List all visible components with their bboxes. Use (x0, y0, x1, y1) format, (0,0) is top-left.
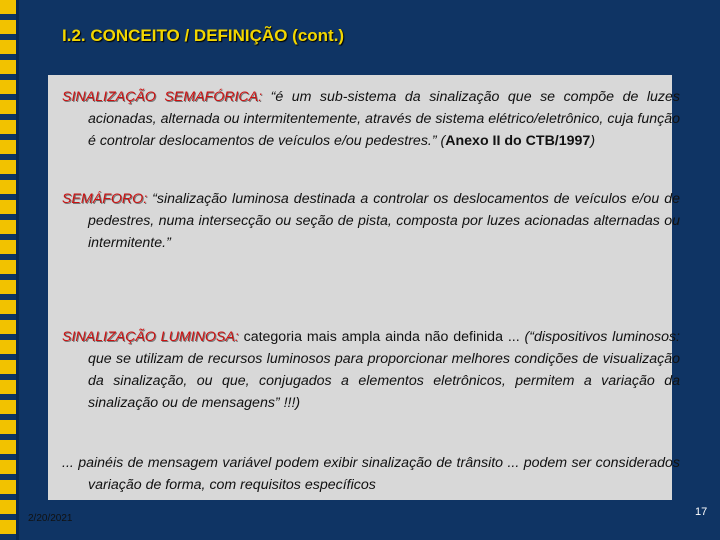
term-semaforo: SEMÁFORO: (62, 191, 148, 207)
closing-paren: ) (590, 133, 596, 149)
term-sinalizacao-semaforica: SINALIZAÇÃO SEMAFÓRICA: (62, 89, 263, 105)
footer-date: 2/20/2021 (28, 513, 73, 524)
stripe-shadow (16, 0, 19, 540)
slide-title: I.2. CONCEITO / DEFINIÇÃO (cont.) (62, 26, 345, 45)
reference-ctb: Anexo II do CTB/1997 (445, 133, 591, 149)
note-paineis-mensagem: ... painéis de mensagem variável podem exibir sinalização de trânsito ... podem ser considerados variação de forma, com requisitos específicos (62, 455, 680, 493)
term-sinalizacao-luminosa: SINALIZAÇÃO LUMINOSA: (62, 329, 239, 345)
definition-quote: (“dispositivos luminosos: que se utilizam de recursos luminosos para proporcionar melhores condições de visualização da sinalização, ou que, conjugados a elementos eletrônicos, permitem a variação da sinalização ou de mensagens” !!!) (88, 329, 680, 411)
definition-text: “é um sub-sistema da sinalização que se compõe de luzes acionadas, alternada ou intermitentemente, através de sistema elétrico/eletrônico, cuja função é controlar deslocamentos de veículos e/ou pedestres.” ( (88, 89, 680, 149)
definition-semaforo (62, 188, 680, 254)
left-decorative-stripe (0, 0, 16, 540)
definition-sinalizacao-semaforica (62, 86, 680, 152)
page-number: 17 (695, 506, 708, 518)
definition-text: “sinalização luminosa destinada a controlar os deslocamentos de veículos e/ou de pedestres, numa intersecção ou seção de pista, composta por luzes acionadas alternadas ou intermitente.” (88, 191, 680, 251)
definition-text: categoria mais ampla ainda não definida ... (238, 329, 520, 345)
definition-sinalizacao-luminosa (62, 326, 680, 414)
